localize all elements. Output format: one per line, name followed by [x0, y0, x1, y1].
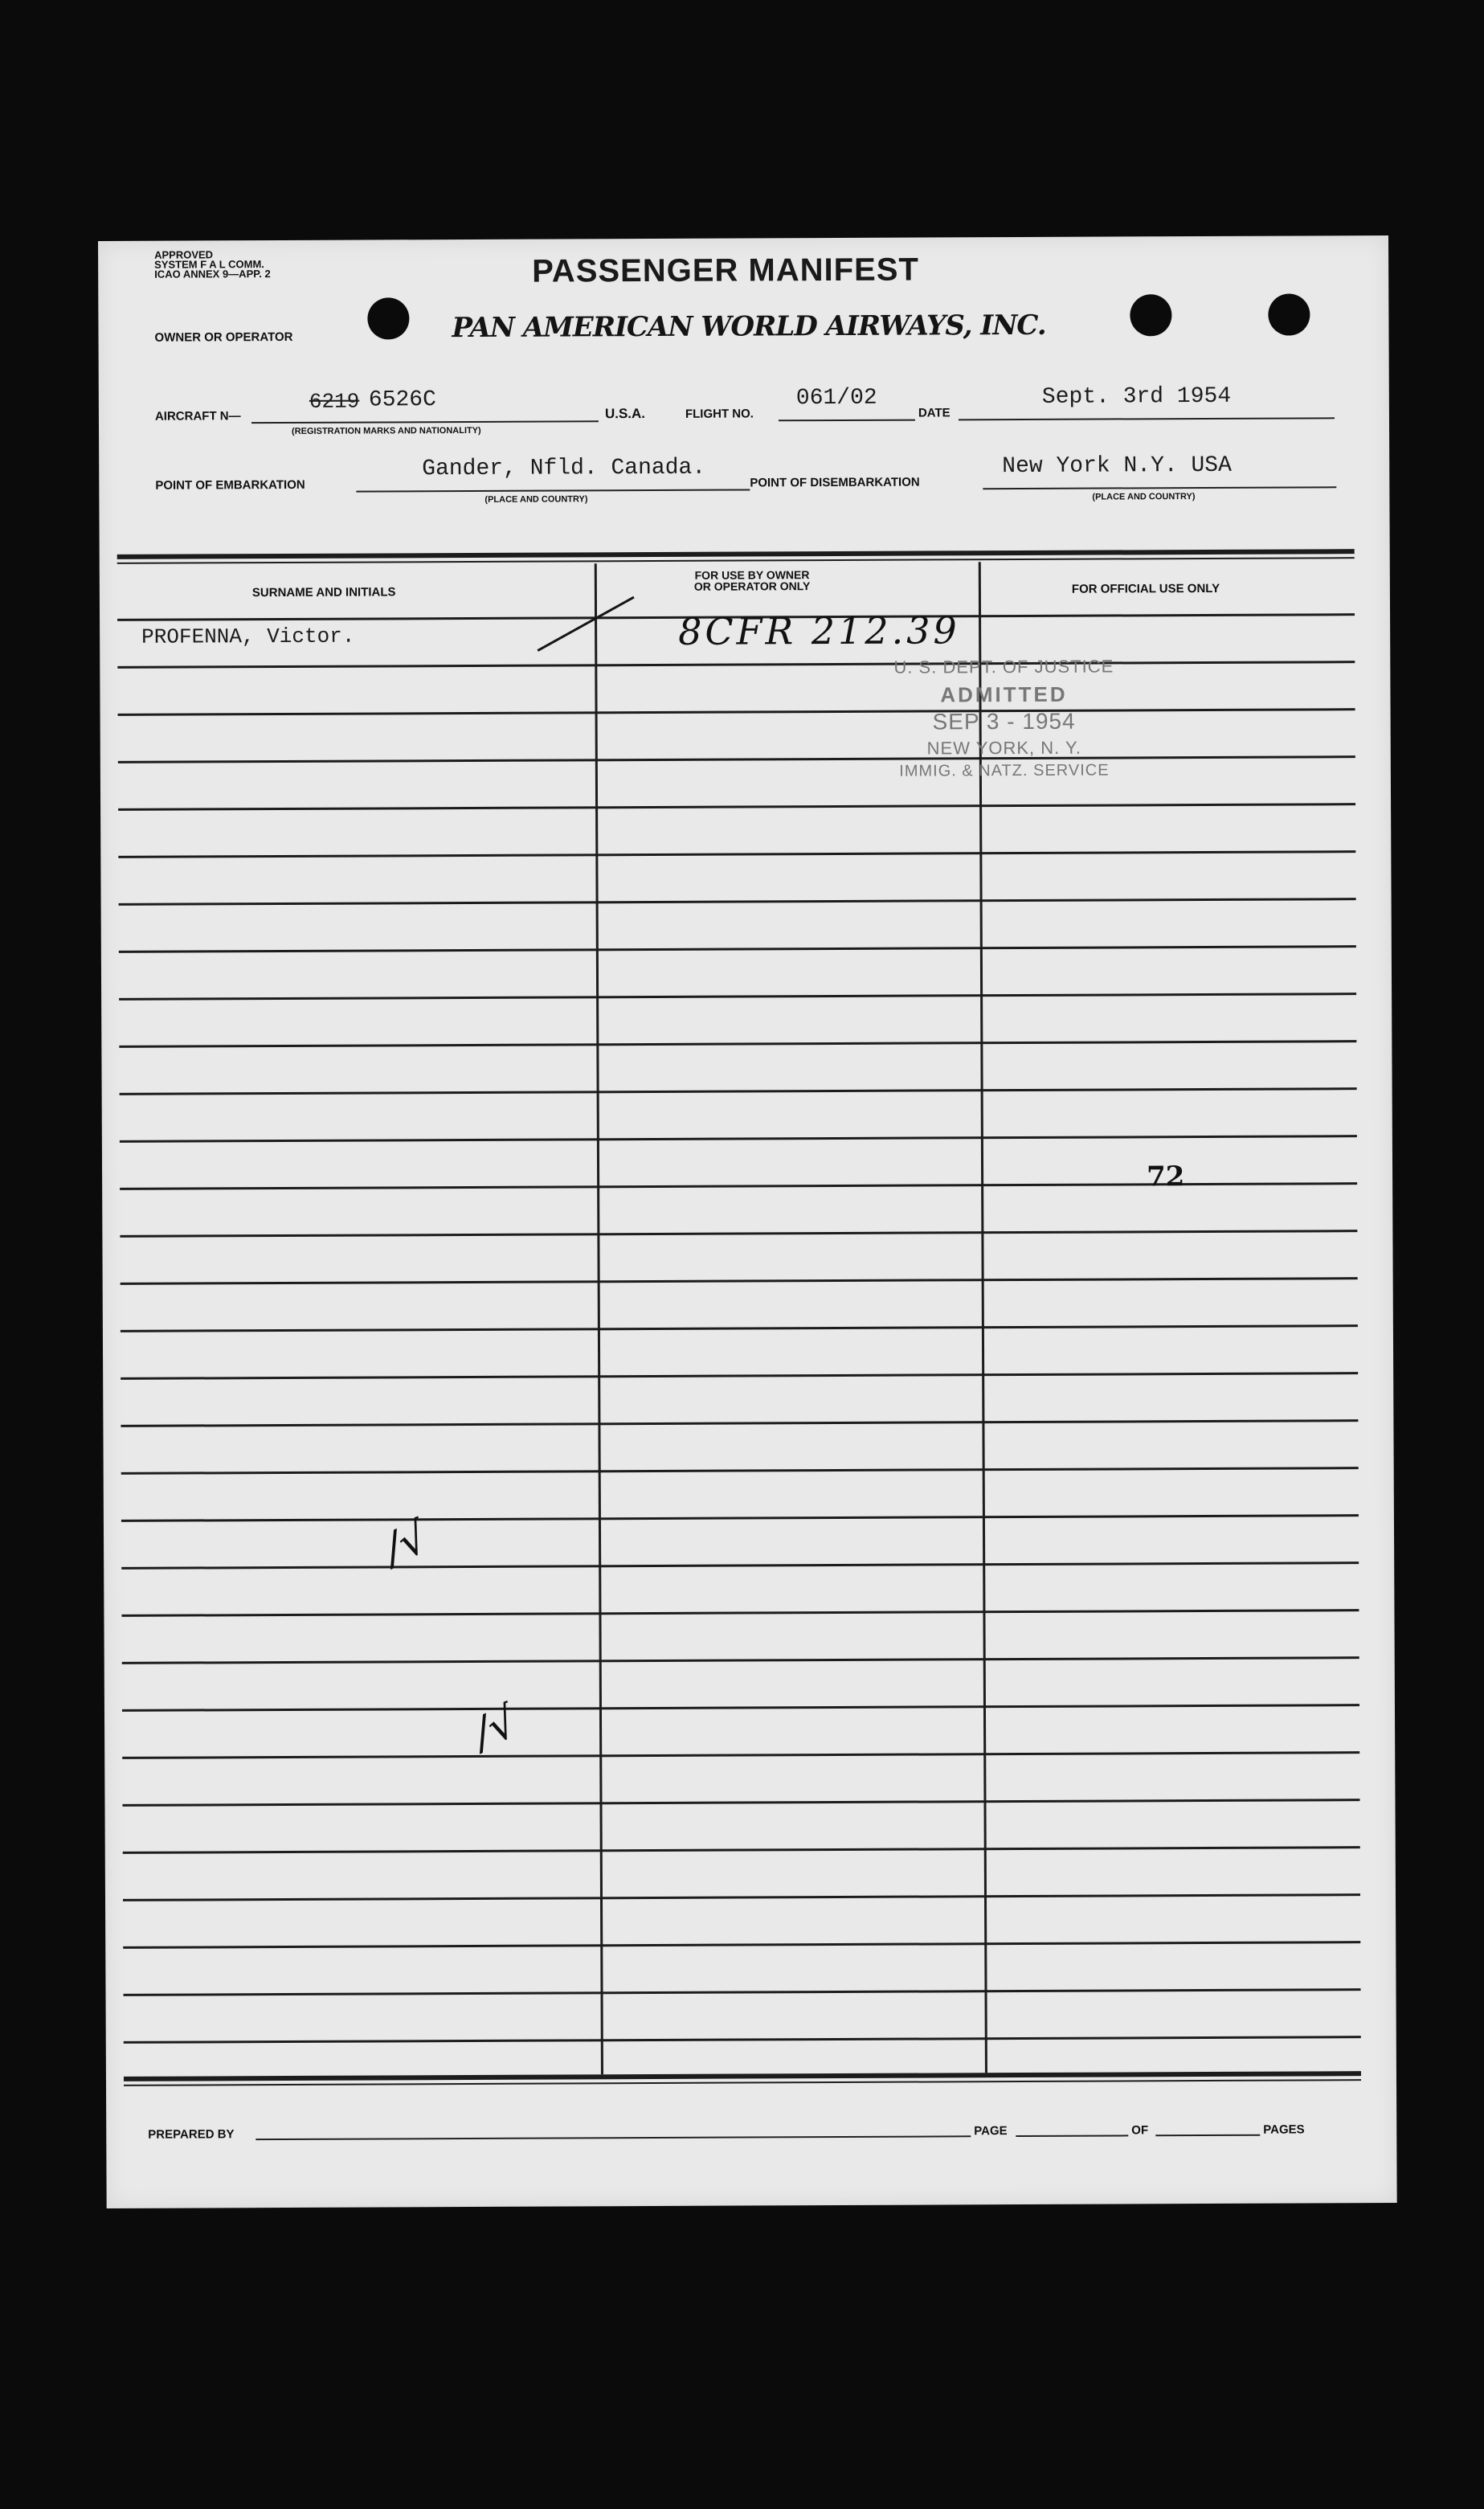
punch-hole-right-1: [1130, 294, 1171, 336]
check-slash-mark: [534, 592, 638, 657]
form-title: PASSENGER MANIFEST: [532, 252, 920, 289]
date-label: DATE: [918, 406, 950, 420]
of-label: OF: [1131, 2123, 1149, 2138]
flight-underline: [779, 420, 915, 422]
owner-value: PAN AMERICAN WORLD AIRWAYS, INC.: [452, 309, 1046, 345]
flight-value: 061/02: [795, 385, 877, 411]
owner-label: OWNER OR OPERATOR: [154, 329, 293, 345]
official-number: 72: [1147, 1160, 1185, 1193]
row-line: [121, 1324, 1358, 1332]
row-line: [124, 1988, 1361, 1996]
page-label: PAGE: [974, 2124, 1008, 2139]
row-line: [118, 850, 1355, 858]
row-line: [121, 1419, 1358, 1427]
row-line: [120, 1230, 1357, 1238]
disembarkation-caption: (PLACE AND COUNTRY): [1092, 492, 1196, 502]
approval-block: [154, 250, 271, 280]
passenger-surname: PROFENNA, Victor.: [141, 624, 355, 649]
row-line: [117, 661, 1355, 669]
stamp-line-1: U. S. DEPT. OF JUSTICE: [893, 656, 1114, 677]
row-line: [121, 1514, 1359, 1522]
aircraft-value: 6526C: [368, 387, 436, 413]
prepared-by-label: PREPARED BY: [148, 2127, 235, 2142]
date-value: Sept. 3rd 1954: [1041, 383, 1232, 410]
aircraft-label: AIRCRAFT N—: [154, 409, 241, 424]
embarkation-underline: [356, 489, 750, 492]
row-line: [120, 1087, 1357, 1095]
approval-line: APPROVED: [154, 248, 214, 261]
row-line: [121, 1277, 1358, 1285]
column-divider-1: [595, 563, 603, 2074]
embarkation-label: POINT OF EMBARKATION: [155, 477, 305, 493]
aircraft-caption: (REGISTRATION MARKS AND NATIONALITY): [292, 425, 481, 436]
row-line: [118, 755, 1355, 763]
row-line: [119, 898, 1356, 906]
punch-hole-left: [367, 297, 409, 339]
column-header-owner-use-line2: OR OPERATOR ONLY: [693, 579, 811, 593]
row-line: [124, 2036, 1361, 2044]
row-line: [118, 708, 1355, 716]
row-line: [122, 1799, 1359, 1807]
date-underline: [959, 417, 1335, 420]
approval-line: SYSTEM F A L COMM.: [154, 258, 264, 271]
row-line: [118, 803, 1355, 811]
row-line: [119, 993, 1356, 1001]
of-underline: [1155, 2134, 1260, 2137]
column-header-owner-use: [694, 569, 811, 592]
row-line: [121, 1609, 1359, 1617]
column-header-owner-use-line1: FOR USE BY OWNER: [694, 568, 810, 582]
row-line: [122, 1656, 1359, 1664]
row-line: [121, 1561, 1359, 1570]
stamp-line-3: SEP 3 - 1954: [932, 708, 1076, 735]
stamp-line-2: ADMITTED: [940, 681, 1068, 707]
nationality-label: U.S.A.: [604, 406, 646, 422]
handwritten-code: 8CFR 212.39: [678, 608, 960, 653]
row-line: [122, 1751, 1359, 1759]
column-divider-2: [979, 562, 987, 2073]
flight-label: FLIGHT NO.: [685, 407, 754, 421]
aircraft-underline: [251, 420, 599, 424]
row-line: [121, 1372, 1358, 1380]
row-line: [123, 1893, 1360, 1901]
pages-label: PAGES: [1263, 2122, 1305, 2137]
stamp-line-4: NEW YORK, N. Y.: [926, 737, 1081, 759]
disembarkation-underline: [983, 486, 1336, 489]
stamp-line-5: IMMIG. & NATZ. SERVICE: [899, 761, 1110, 780]
embarkation-caption: (PLACE AND COUNTRY): [484, 494, 588, 505]
embarkation-value: Gander, Nfld. Canada.: [422, 455, 706, 482]
row-line: [122, 1704, 1359, 1712]
page-underline: [1016, 2134, 1128, 2137]
column-header-surname: SURNAME AND INITIALS: [251, 585, 396, 600]
aircraft-struck-value: 6219: [309, 389, 360, 414]
admission-stamp: [871, 656, 1137, 780]
approval-line: ICAO ANNEX 9—APP. 2: [154, 268, 271, 280]
row-line: [120, 1135, 1357, 1143]
row-line: [123, 1846, 1360, 1854]
punch-hole-right-2: [1268, 293, 1310, 335]
manifest-form: [98, 235, 1397, 2208]
column-header-official: FOR OFFICIAL USE ONLY: [1071, 581, 1220, 596]
row-line: [121, 1467, 1359, 1475]
tick-mark-1: /√: [377, 1511, 435, 1574]
row-line: [123, 1941, 1360, 1949]
row-line: [119, 945, 1356, 953]
table-rows: [98, 235, 1388, 241]
disembarkation-label: POINT OF DISEMBARKATION: [750, 475, 920, 490]
row-line: [119, 1040, 1356, 1048]
tick-mark-2: /√: [466, 1696, 525, 1759]
prepared-by-underline: [256, 2135, 971, 2140]
disembarkation-value: New York N.Y. USA: [1002, 452, 1232, 480]
